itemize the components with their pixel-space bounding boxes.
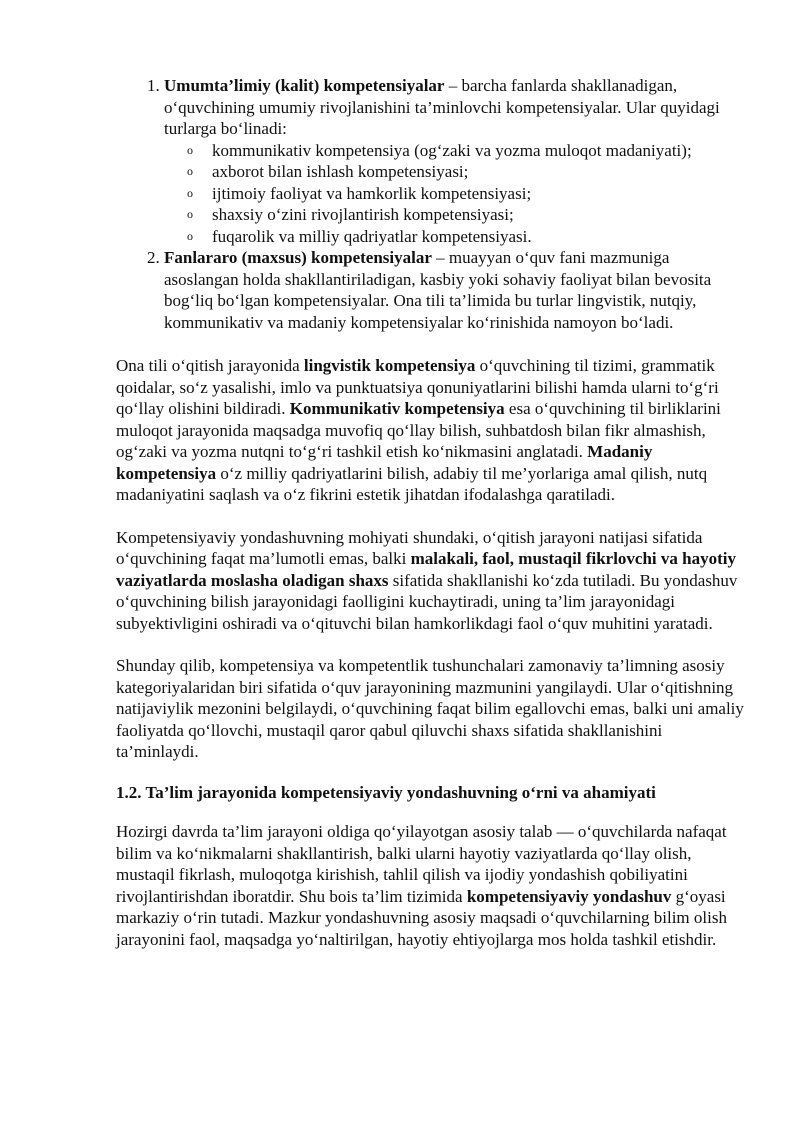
document-page xyxy=(116,75,746,950)
sublist-item: o fuqarolik va milliy qadriyatlar kompetensiyasi. xyxy=(187,226,532,246)
section-heading: 1.2. Ta’lim jarayonida kompetensiyaviy yondashuvning o‘rni va ahamiyati xyxy=(116,782,656,802)
list-item-interdisciplinary-competencies xyxy=(164,247,746,333)
bold-phrase: malakali, faol, mustaqil fikrlovchi va hayotiy vaziyatlarda moslasha oladigan shaxs xyxy=(116,549,736,590)
paragraph-competency-definitions: Ona tili o‘qitish jarayonida lingvistik kompetensiya o‘quvchining til tizimi, grammatik qoidalar, so‘z yasalishi, imlo va punktuatsiya qonuniyatlarini bilishi hamda ularni to‘g‘ri qo‘llay olishini bildiradi. Kommunikativ kompetensiya esa o‘quvchining til birliklarini muloqot jarayonida maqsadga muvofiq qo‘llay bilish, suhbatdosh bilan fikr almashish, og‘zaki va yozma nutqni to‘g‘ri tashkil etish ko‘nikmasini anglatadi. Madaniy kompetensiya o‘z milliy qadriyatlarini bilish, adabiy til me’yorlariga amal qilish, nutq madaniyatini saqlash va o‘z fikrini estetik jihatdan ifodalashga qaratiladi. xyxy=(116,356,721,504)
bold-term: lingvistik kompetensiya xyxy=(303,356,476,375)
circle-bullet-icon: o xyxy=(187,185,193,200)
circle-bullet-icon: o xyxy=(187,228,193,243)
list-item-text: – muayyan o‘quv fani mazmuniga asoslangan holda shakllantiriladigan, kasbiy yoki sohaviy faoliyat bilan bevosita bog‘liq bo‘lgan kompetensiyalar. Ona tili ta’limida bu turlar lingvistik, nutqiy, kommunikativ va madaniy kompetensiyalar ko‘rinishida namoyon bo‘ladi. xyxy=(164,248,712,332)
bold-term: Madaniy kompetensiya xyxy=(116,442,653,483)
sublist-item: o ijtimoiy faoliyat va hamkorlik kompetensiyasi; xyxy=(187,183,532,203)
circle-bullet-icon: o xyxy=(187,207,193,221)
bold-term: kompetensiyaviy yondashuv xyxy=(466,886,672,906)
sublist-item: o kommunikativ kompetensiya (og‘zaki va yozma muloqot madaniyati); xyxy=(187,140,692,160)
list-item-general-competencies xyxy=(164,75,746,247)
bold-term: Kommunikativ kompetensiya xyxy=(289,399,505,418)
term-interdisciplinary-competencies: Fanlararo (maxsus) kompetensiyalar xyxy=(164,248,432,267)
circle-bullet-icon: o xyxy=(187,142,193,157)
term-general-competencies: Umumta’limiy (kalit) kompetensiyalar xyxy=(164,76,445,95)
paragraph-conclusion: Shunday qilib, kompetensiya va kompetentlik tushunchalari zamonaviy ta’limning asosiy kategoriyalaridan biri sifatida o‘quv jarayonining mazmunini yangilaydi. Ular o‘qitishning natijaviylik mezonini belgilaydi, o‘quvchining faqat bilim egallovchi emas, balki uni amaliy faoliyatda qo‘llovchi, mustaqil qaror qabul qiluvchi shaxs sifatida shakllanishini ta’minlaydi. xyxy=(116,656,744,761)
competency-types-list xyxy=(116,75,746,333)
sublist-item: o shaxsiy o‘zini rivojlantirish kompetensiyasi; xyxy=(187,205,514,224)
list-item-text: – barcha fanlarda shakllanadigan, o‘quvchining umumiy rivojlanishini ta’minlovchi kompetensiyalar. Ular quyidagi turlarga bo‘linadi: xyxy=(164,76,720,138)
general-competencies-sublist xyxy=(164,140,746,248)
circle-bullet-icon: o xyxy=(187,164,193,178)
sublist-item: o axborot bilan ishlash kompetensiyasi; xyxy=(187,162,469,181)
paragraph-approach-essence: Kompetensiyaviy yondashuvning mohiyati shundaki, o‘qitish jarayoni natijasi sifatida o‘quvchining faqat ma’lumotli emas, balki malakali, faol, mustaqil fikrlovchi va hayotiy vaziyatlarda moslasha oladigan shaxs sifatida shakllanishi ko‘zda tutiladi. Bu yondashuv o‘quvchining bilish jarayonidagi faolligini kuchaytiradi, uning ta’lim jarayonidagi subyektivligini oshiradi va o‘qituvchi bilan hamkorlikdagi faol o‘quv muhitini yaratadi. xyxy=(116,527,738,633)
paragraph-current-requirements: Hozirgi davrda ta’lim jarayoni oldiga qo‘yilayotgan asosiy talab — o‘quvchilarda nafaqat bilim va ko‘nikmalarni shakllantirish, balki ularni hayotiy vaziyatlarda qo‘llay olish, mustaqil fikrlash, muloqotga kirishish, tahlil qilish va ijodiy yondashish qobiliyatini rivojlantirishdan iboratdir. Shu bois ta’lim tizimida kompetensiyaviy yondashuv g‘oyasi markaziy o‘rin tutadi. Mazkur yondashuvning asosiy maqsadi o‘quvchilarning bilim olish jarayonini faol, maqsadga yo‘naltirilgan, hayotiy ehtiyojlarga mos holda tashkil etishdir. xyxy=(116,822,727,949)
